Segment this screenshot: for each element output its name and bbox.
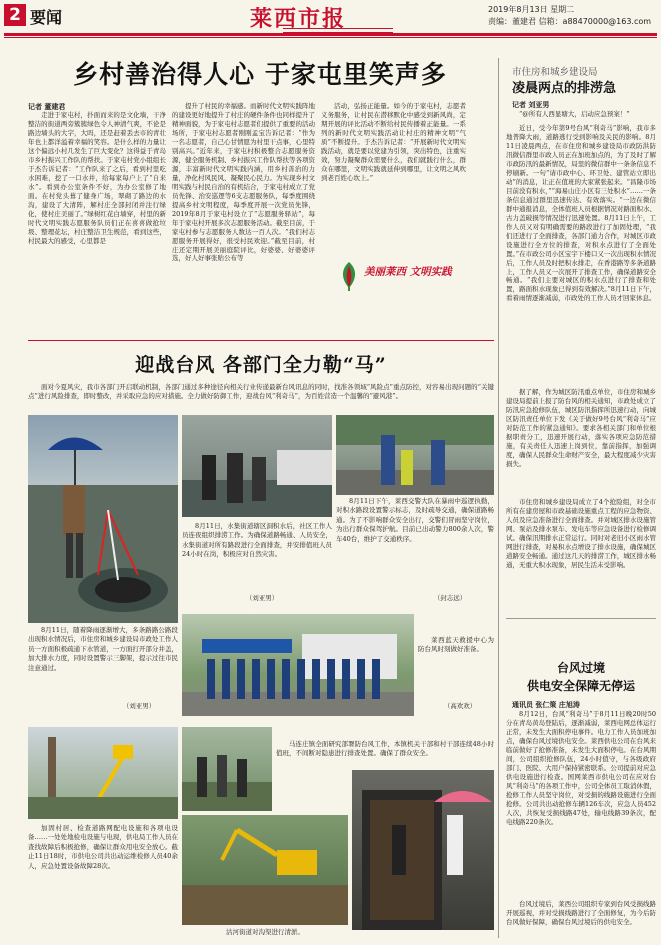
photo-flood-worker (28, 415, 178, 623)
side1-lead-text: “@所有人西显塘大，启动应急预案！” (519, 110, 630, 118)
civilization-logo-icon (338, 258, 360, 292)
side2-body (506, 710, 656, 898)
header-rule-thin (4, 37, 657, 38)
column-divider (498, 58, 499, 938)
story2-headline: 迎战台风 各部门全力勒“马” (135, 354, 387, 376)
caption-street-patrol (182, 522, 332, 592)
caption-5-text: 马连庄镇全面研究部署防台风工作，本镇机关干部和村干部连续48小时值班，不间断对隐患进行排查处置。确保了群众安全。 (276, 740, 494, 758)
story1-byline: 记者 董建君 (28, 102, 66, 111)
photo-power-inspection (352, 770, 494, 930)
section-divider (28, 340, 494, 341)
side1-kicker: 市住房和城乡建设局 (512, 67, 598, 78)
side1-body3 (506, 498, 656, 610)
photo-rescue-team (182, 614, 414, 716)
caption-4-text: 莱西蓝天救援中心为防台风时刻做好准备。 (418, 636, 494, 654)
caption-6-text: 加固村居、检查道路网配电设施和各项电设备……一处处地检电设施与电现，供电局工作人员在查找故障后积极抢修，确保让群众用电安全放心。截止11日18时，市供电公司共出动运维检修人员40余人，应急处置设备故障28次。 (28, 824, 178, 870)
photo-power-lift (28, 727, 178, 819)
credit-2: （刘亚男） (245, 594, 279, 602)
side1-body2 (506, 388, 656, 496)
side2-byline: 通讯员 张仁策 庄旭涛 (512, 700, 580, 709)
side1-body-text: 近日，受今年第9号台风“利奇马”影响，我市多地普降大雨，道路逃行受到影响及关民的影响。8月11日凌晨两点，在市住房和城乡建设局市政防洪防汛微信群里市政人员正在加班加点的，为了及时了解市政防汛的最新情况，局里的微信群中一条条信息不停刷新。一句“请市政中心、环卫处、建管站立即出动”的消息，让正在值班的大家紧张起来。“昌隆市场目前没有积水，”“海易山庄小区有三处积水”……一条条信息通过群里迅速传达、有效落实。“一边在微信群中通报消息，全体值班人员根据情况对路面积水、古力盖破损等情况进行迅速处置。8月11日上午，工作人员又对有明确需要的路段进行了加固处理，“我们还进行了全面排查，各部门通力合作，对城区市政设施进行全方位的排查，对积水点进行了全面处置。”在市政公司小区宝宇下楼口又一次出现积水情况后，工作人员及时把积水排走，在香港路等多条道路上，工作人员又一次展开了排查工作，确保道路安全畅通。“我们主要对城区的积水点进行了排查和处置，路面积水现象已得到有效解决。”8月11日下午，看着雨情逐渐减弱，市政处的工作人员才回家休息。 (506, 124, 656, 303)
side1-headline: 凌晨两点的排涝急 (512, 81, 617, 96)
issue-date: 2019年8月13日 星期二 (488, 5, 575, 14)
story1-col3 (321, 102, 466, 242)
side2-headline-line1: 台风过境 (556, 661, 605, 675)
caption-rescue-team (418, 636, 494, 694)
story1-col1-text: 走进于家屯村，扑面而来的是文化墙，干净整洁的街道两旁簇簇绿色令人神清气爽，不论是路边墙头的大字，大吗，还是赶着丢去市的青壮年也上都洋溢着幸福的笑容。是什么样的力量让这个偏远小村几发生了巨大变化？这得益于青岛市乡村振兴工作队的帮扶。于家屯村党小组组长于杰告诉记者：“工作队来了之后，看到村里吃水困难，挖了一口水井，给每家每户上了“自来水”。看到办公室条件不好，为办公室修了地面。在村党头葺了健身广场，翠砌了路边的水沟，建设了大清阵，解村庄全部封闭并注行绿化，使村庄美丽了。”绿树红花白墙穿，村里的新时代文明实践志愿服务队员们正在喜喜做抢垃圾、整理花坛，村庄整洁卫生规范，看到这些，村民最大的感受，心里都是 (28, 111, 166, 245)
side1-body3-text: 市住房和城乡建设局成立了4个抢险组，对全市所有在建房屋和市政基础设施重点工程的应急物资、人员及应急准备进行全面排查。并对城区排水设施管网、泵站及排水泵车、发电车等应急设备进行检修调试。确保汛期排水正常运行。同时对老旧小区雨水管网进行排查，对易积水点增设了排水设施，确保城区道路安全畅通。通过这几天的排涝工作，城区排水畅通，无重大积水现象，居民生活未受影响。 (506, 498, 656, 569)
editor-info: 责编：董建君 信箱：a88470000@163.com (488, 17, 652, 26)
header-rule (4, 33, 657, 36)
credit-1: （刘亚男） (122, 702, 156, 710)
side1-byline: 记者 刘亚男 (512, 100, 550, 109)
photo-town-officials (182, 727, 272, 811)
credit-4: （高欢欢） (443, 702, 477, 710)
story1-headline: 乡村善治得人心 于家屯里笑声多 (73, 60, 447, 89)
story1-col2 (172, 102, 315, 277)
story2-lead (28, 383, 494, 413)
photo-dredging (182, 815, 348, 925)
side2-headline-line2: 供电安全保障无停运 (526, 679, 635, 693)
side2-body2 (506, 900, 656, 940)
side1-body (506, 124, 656, 386)
caption-dredging: 沽河街道对沟渠进行清淤。 (226, 928, 304, 936)
caption-traffic-police (336, 497, 494, 589)
side1-lead (506, 110, 656, 124)
caption-flood-worker (28, 626, 178, 708)
caption-2-text: 8月11日，水集街道辖区洞积水后，社区工作人员连夜组织排涝工作。为确保道路畅通、人员安全，水集街道对所有路段进行全面排查，并安排值班人员24小时在岗，积极应对自然灾害。 (182, 522, 332, 559)
story1-col3-text: 活动，弘扬正能量。如今的于家屯村，志愿者义务服务，让村民在潜移默化中感受到新风尚，定期开展的评比活动不断给村民传播着正能量。一系列的新时代文明实践活动让村庄的精神文明“气质”不断提升。于杰告诉记者：“开展新时代文明实践活动，就是要以党建为引领，突出特色，注重实效，努力凝聚群众需要什么，我们就践行什么，群众在哪里，文明实践就延伸到哪里，让文明之风吹到老百姓心坎上。” (321, 102, 466, 182)
section-title: 要闻 (30, 8, 63, 27)
story1-col1 (28, 111, 166, 336)
credit-3: （封志远） (433, 594, 467, 602)
side2-body2-text: 台风过境后，莱西公司组织专家到台风受损线路开展巡视，并对受损线路进行了全面修复，为今后防台风做好保障，确保台风过境后的供电安全。 (506, 900, 656, 926)
civilization-slogan: 美丽莱西 文明实践 (364, 266, 452, 278)
masthead: 莱西市报 (250, 6, 347, 32)
side-divider (506, 618, 656, 619)
side2-body-text: 8月12日，台风“利奇马”于8月11日晚20时50分在青岛黄岛登陆后，逐渐减弱，莱西电网总体运行正常，未发生大面积停电事件。电力工作人员加班加点，确保台风过境供电安全。莱西供电公司在台风来临前做好了抢修准备，未发生大面积停电。在台风期间，公司组织抢修队伍，24小时值守，与各级政府部门、医院、大用户保持紧密联系。公司提前对应急供电设施进行检查。国网莱西市供电公司在应对台风“利奇马”的各项工作中，公司全体员工取消休假，抢修工作人员坚守岗位，对受损的线路设施进行全面抢修。公司共出动抢修车辆126车次，应急人员452人次，共恢复受损线路47处，输电线路39条次，配电线路220条次。 (506, 710, 656, 826)
caption-1-text: 8月11日，随着降雨逐渐增大，多条路路公路段出现积水情况后，市住房和城乡建设局市政处工作人员一方面积极疏通下水管道，一方面打开部分井盖，加大排水力度，同时设置警示三脚架，提示过往市民注意通过。 (28, 626, 178, 672)
caption-3-text: 8月11日下午，莱西交警大队在暴雨中巡逻执勤，对积水路段设置警示标志，及时疏导交通，确保道路畅通。为了不影响群众安全出行，交警们冒雨坚守岗位，为出行群众保驾护航。目前已出动警力800余人次，警车40台，维护了交通秩序。 (336, 497, 494, 543)
caption-power-lift (28, 824, 178, 942)
side1-body2-text: 据了解，作为城区防汛重点单位，市住房和城乡建设局提前上报了防台风的相关通知，市政处成立了防汛应急抢修队伍，城区防汛指挥所迅速行动，向城区防汛责任单位下发《关于做好9号台风“利奇马”应对防范工作的紧急通知》。要求各相关部门和单位根据职责分工，迅速开展行动，落实各项应急防范措施，有关责任人迅速上岗到位，靠前指挥，加强调度，确保人民群众生命财产安全，最大程度减少灾害损失。 (506, 388, 656, 468)
story2-lead-text: 面对今夏风灾，我市各部门开启联动机制，各部门通过多种途径向相关行业传递最新台风讯息的同时，找准各领域“风险点”重点防控，对容易出现问题的“关键点”进行风险排查，即时整改，并采取应急的应对措施。全力做好防御工作，迎战台风“利奇马”，为百姓营造一个温馨的“避风港”。 (28, 383, 494, 400)
photo-traffic-police (336, 415, 494, 495)
page-number: 2 (4, 4, 26, 26)
photo-street-patrol (182, 415, 332, 517)
story1-col2-text: 提升了村民的幸福感。而新时代文明实践阵地的建设更好地提升了村庄的硬件条件也同样提升了精神面貌，为于家屯村志愿者们提供了重要的活动场所，于家屯村志愿者刚刚孟宝告诉记者：“作为一名志愿者，自己心甘情愿为村里干点事，心里特别高兴。”近年来，于家屯村积极整合志愿服务资源，健全服务机制、乡村振兴工作队帮扶等各项资源，丰富新时代文明实践内涵，用乡村善治的力量，净化村风民风、凝聚民心民力。为实现乡村文明实践与村民自治的有机结合，于家屯村成立了党员先锋、治安巡逻等6支志愿服务队，每季度围绕提高乡村文明程度，每季度开展一次党员先锋，2019年8月于家屯村设立了“志愿服务驿站”，每年于家屯村开展多次志愿服务活动。截至目前，于家屯村参与志愿服务人数达一百人次。“我们村志愿服务开展得好，很受村民欢迎。”截至目前，村庄还定期开展美丽庭院评比，好婆婆、好婆婆评选，好人好事张贴公布等 (172, 102, 315, 263)
